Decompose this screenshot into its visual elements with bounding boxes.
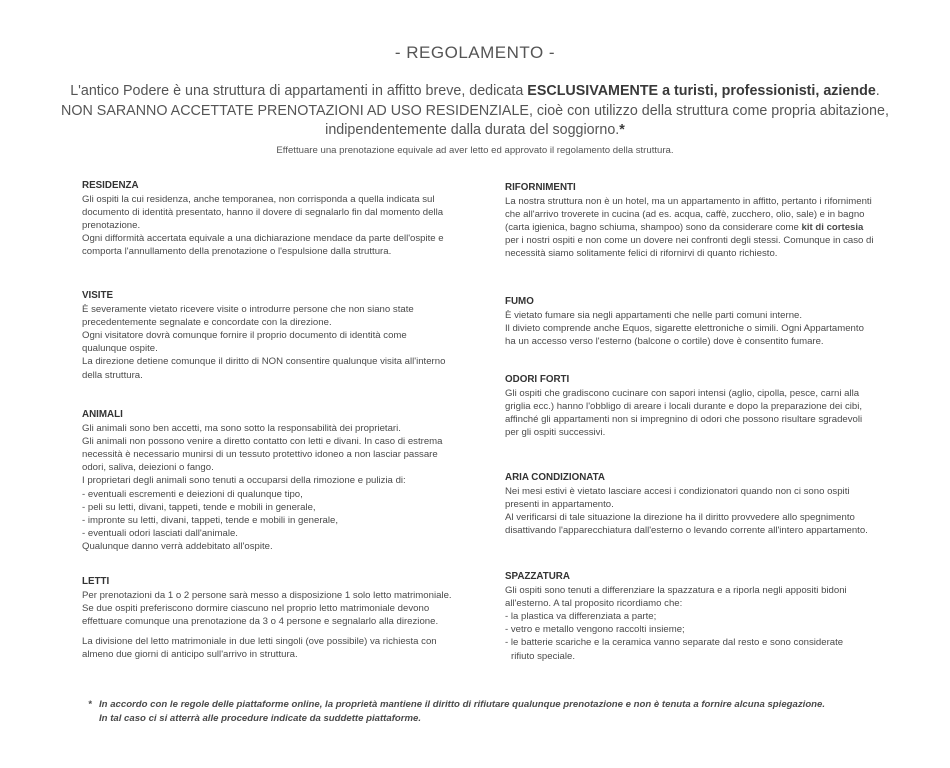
section-paragraph: Il divieto comprende anche Equos, sigarette elettroniche o simili. Ogni Appartamento ha un accesso verso l'esterno (balcone o cortile) dove è consentito fumare.	[505, 323, 864, 348]
section-odori-forti	[505, 373, 875, 439]
section-visite	[82, 289, 452, 382]
kit-cortesia-bold: kit di cortesia	[801, 222, 864, 234]
intro-line-1-text: L'antico Podere è una struttura di appartamenti in affitto breve, dedicata	[70, 83, 528, 99]
section-paragraph: Gli ospiti che gradiscono cucinare con sapori intensi (aglio, cipolla, pesce, carni alla griglia ecc.) hanno l'obbligo di areare i locali durante e dopo la preparazione dei cibi, affinché gli appartamenti non si impregnino di odori che possono risultare sgradevoli per gli ospiti successivi.	[505, 388, 863, 439]
rifornimenti-text: La nostra struttura non è un hotel, ma un appartamento in affitto, pertanto i rifornimenti che all'arrivo troverete in cucina (ad es. acqua, caffè, zucchero, olio, sale) e in bagno (carta igienica, bagno schiuma, shampoo) sono da considerare come	[505, 196, 872, 234]
footnote-line-1: In accordo con le regole delle piattaforme online, la proprietà mantiene il diritto di rifiutare qualunque prenotazione e non è tenuta a fornire alcuna spiegazione.	[99, 699, 826, 710]
section-paragraph: Qualunque danno verrà addebitato all'ospite.	[82, 540, 273, 552]
section-paragraph: I proprietari degli animali sono tenuti a occuparsi della rimozione e pulizia di:	[82, 475, 406, 487]
section-heading: RIFORNIMENTI	[505, 182, 576, 193]
section-heading: ARIA CONDIZIONATA	[505, 472, 605, 483]
section-heading: ANIMALI	[82, 409, 123, 420]
section-spazzatura	[505, 570, 875, 663]
intro-line-2: NON SARANNO ACCETTATE PRENOTAZIONI AD USO RESIDENZIALE, cioè con utilizzo della struttura come propria abitazione,	[61, 102, 889, 119]
section-paragraph: Gli animali sono ben accetti, ma sono sotto la responsabilità dei proprietari.	[82, 423, 401, 435]
section-rifornimenti	[505, 181, 875, 261]
list-item: - peli su letti, divani, tappeti, tende e mobili in generale,	[82, 501, 452, 514]
section-paragraph: Gli ospiti sono tenuti a differenziare la spazzatura e a riporla negli appositi bidoni all'esterno. A tal proposito ricordiamo che:	[505, 585, 847, 610]
list-item: - impronte su letti, divani, tappeti, tende e mobili in generale,	[82, 514, 452, 527]
section-residenza	[82, 179, 452, 259]
list-item: - vetro e metallo vengono raccolti insieme;	[505, 623, 875, 636]
footnote	[88, 698, 878, 725]
intro-line-1	[60, 82, 890, 102]
section-heading: ODORI FORTI	[505, 374, 570, 385]
section-paragraph: La divisione del letto matrimoniale in due letti singoli (ove possibile) va richiesta con almeno due giorni di anticipo sull'arrivo in struttura.	[82, 636, 437, 661]
section-paragraph: La direzione detiene comunque il diritto di NON consentire qualunque visita all'interno della struttura.	[82, 356, 446, 381]
section-paragraph: Gli animali non possono venire a diretto contatto con letti e divani. In caso di estrema necessità è necessario munirsi di un tessuto protettivo idoneo a non lasciar passare odori, saliva, deiezioni o fango.	[82, 436, 443, 474]
intro-star: *	[619, 122, 625, 138]
list-item: - eventuali odori lasciati dall'animale.	[82, 527, 452, 540]
list-item-continuation: rifiuto speciale.	[511, 650, 575, 662]
section-heading: VISITE	[82, 290, 114, 301]
section-heading: RESIDENZA	[82, 180, 139, 191]
section-paragraph: È severamente vietato ricevere visite o introdurre persone che non siano state precedentemente segnalate e concordate con la direzione.	[82, 304, 414, 329]
section-paragraph: Se due ospiti preferiscono dormire ciascuno nel proprio letto matrimoniale devono effettuare comunque una prenotazione da 3 o 4 persone e segnalarlo alla direzione.	[82, 603, 439, 628]
intro-line-1-bold: ESCLUSIVAMENTE a turisti, professionisti, aziende	[527, 83, 876, 99]
section-paragraph: È vietato fumare sia negli appartamenti che nelle parti comuni interne.	[505, 310, 803, 322]
list-item: - eventuali escrementi e deiezioni di qualunque tipo,	[82, 488, 452, 501]
section-paragraph: Per prenotazioni da 1 o 2 persone sarà messo a disposizione 1 solo letto matrimoniale.	[82, 590, 452, 602]
section-paragraph: Ogni visitatore dovrà comunque fornire il proprio documento di identità come qualunque ospite.	[82, 330, 407, 355]
page-title: - REGOLAMENTO -	[394, 43, 556, 62]
section-aria-condizionata	[505, 471, 875, 537]
footnote-star: *	[88, 699, 92, 710]
intro-block	[60, 82, 890, 141]
section-paragraph: Ogni difformità accertata equivale a una dichiarazione mendace da parte dell'ospite e comporta l'annullamento della prenotazione o l'espulsione dalla struttura.	[82, 233, 444, 258]
rifornimenti-text-end: per i nostri ospiti e non come un dovere nei confronti degli stessi. Comunque in caso di necessità siamo solitamente felici di rifornirvi di quanto richiesto.	[505, 235, 874, 260]
section-paragraph	[505, 195, 875, 260]
section-fumo	[505, 295, 875, 348]
list-item: - la plastica va differenziata a parte;	[505, 610, 875, 623]
section-heading: SPAZZATURA	[505, 571, 570, 582]
intro-line-1-end: .	[875, 83, 880, 99]
section-heading: FUMO	[505, 296, 534, 307]
intro-line-3	[60, 121, 890, 141]
intro-line-3-text: indipendentemente dalla durata del soggiorno.	[325, 122, 620, 138]
list-item: - le batterie scariche e la ceramica vanno separate dal resto e sono considerate	[505, 636, 875, 649]
section-heading: LETTI	[82, 576, 110, 587]
footnote-line-2: In tal caso ci si atterrà alle procedure indicate da suddette piattaforme.	[99, 712, 422, 724]
section-paragraph: Nei mesi estivi è vietato lasciare accesi i condizionatori quando non ci sono ospiti presenti in appartamento.	[505, 486, 850, 511]
section-letti	[82, 575, 452, 662]
spazzatura-list	[505, 610, 875, 649]
animali-list	[82, 488, 452, 540]
section-paragraph: Gli ospiti la cui residenza, anche temporanea, non corrisponda a quella indicata sul documento di identità presentato, hanno il dovere di segnalarlo fin dal momento della prenotazione.	[82, 194, 444, 232]
section-paragraph: Al verificarsi di tale situazione la direzione ha il diritto provvedere allo spegnimento disattivando l'apparecchiatura dall'esterno o levando corrente all'intero appartamento.	[505, 512, 868, 537]
intro-note: Effettuare una prenotazione equivale ad aver letto ed approvato il regolamento della struttura.	[276, 145, 674, 156]
section-animali	[82, 408, 452, 553]
